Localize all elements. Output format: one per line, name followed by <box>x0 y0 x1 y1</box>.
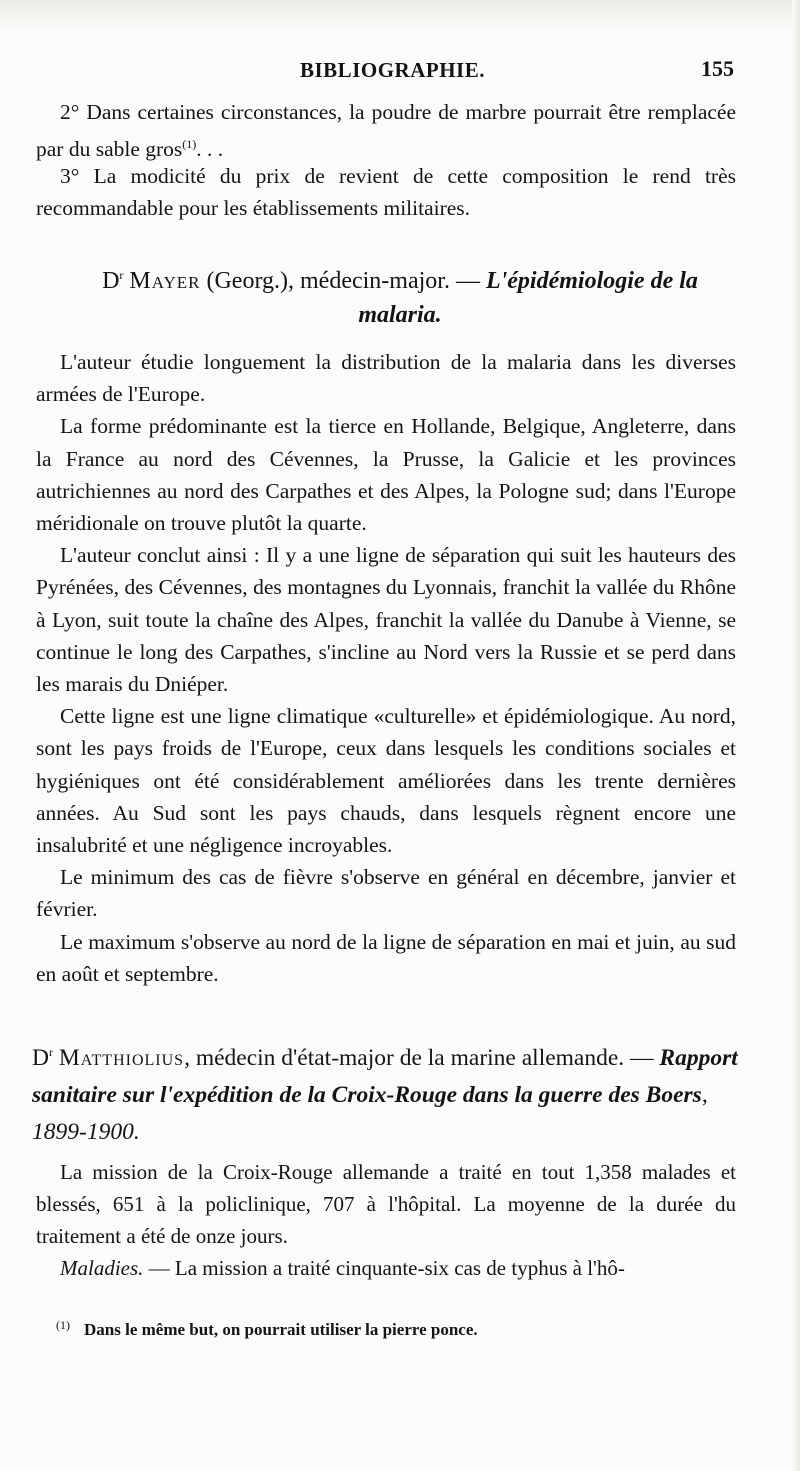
item3-text: 3° La modicité du prix de revient de cette composition le rend très recommandable pour les établissements militaires. <box>36 164 736 220</box>
bibliography-entry-mayer <box>60 258 740 332</box>
paragraph: L'auteur étudie longuement la distribution de la malaria dans les diverses armées de l'Europe. <box>36 350 736 407</box>
author-prefix: D <box>32 1044 49 1071</box>
item2-text: 2° Dans certaines circonstances, la poudre de marbre pourrait être remplacée par du sable gros <box>36 100 736 162</box>
author-name: Mayer <box>129 268 201 294</box>
section-label: Maladies. <box>60 1256 144 1280</box>
item2-ellipsis: . . . <box>196 137 224 162</box>
page-top-shadow <box>0 0 800 30</box>
paragraph: La forme prédominante est la tierce en Hollande, Belgique, Angleterre, dans la France au nord des Cévennes, la Prusse, la Galicie et les provinces autrichiennes au nord des Carpathes et des Alpes, la Pologne sud; dans l'Europe méridionale on trouve plutôt la quarte. <box>36 414 736 536</box>
footnote <box>56 1318 736 1340</box>
work-years: , 1899-1900. <box>32 1081 708 1145</box>
bibliography-entry-matthiolius <box>32 1034 744 1151</box>
paragraph: L'auteur conclut ainsi : Il y a une ligne de séparation qui suit les hauteurs des Pyrénées, des Cévennes, des montagnes du Lyonnais, franchit la vallée du Rhône à Lyon, suit toute la chaîne des Alpes, franchit la vallée du Danube à Vienne, se continue le long des Carpathes, s'incline au Nord vers la Russie et se perd dans les marais du Dniéper. <box>36 543 736 697</box>
footnote-text: Dans le même but, on pourrait utiliser la pierre ponce. <box>84 1320 478 1339</box>
paragraph: Cette ligne est une ligne climatique «culturelle» et épidémiologique. Au nord, sont les pays froids de l'Europe, ceux dans lesquels les conditions sociales et hygiéniques ont été considérablement améliorées dans les trente dernières années. Au Sud sont les pays chauds, dans lesquels règnent encore une insalubrité et une négligence incroyables. <box>36 704 736 858</box>
list-item-3 <box>36 160 736 224</box>
running-title: BIBLIOGRAPHIE. <box>300 58 485 82</box>
title-dash: — <box>630 1044 660 1071</box>
footnote-ref: (1) <box>182 137 197 151</box>
author-details: , médecin d'état-major de la marine allemande. <box>184 1044 625 1071</box>
footnote-mark: (1) <box>56 1318 70 1332</box>
review-body-mayer <box>36 346 736 990</box>
author-prefix-sup: r <box>119 268 124 282</box>
author-details: (Georg.), médecin-major. — <box>200 268 486 294</box>
work-title: Rapport sanitaire sur l'expédition de la Croix-Rouge dans la guerre des Boers <box>32 1044 738 1108</box>
paragraph: Le minimum des cas de fièvre s'observe en général en décembre, janvier et février. <box>36 865 736 922</box>
work-title: L'épidémiologie de la malaria. <box>358 268 698 328</box>
paragraph: Le maximum s'observe au nord de la ligne de séparation en mai et juin, au sud en août et septembre. <box>36 929 736 986</box>
author-prefix: D <box>102 268 120 294</box>
paragraph: La mission de la Croix-Rouge allemande a traité en tout 1,358 malades et blessés, 651 à la policlinique, 707 à l'hôpital. La moyenne de la durée du traitement a été de onze jours. <box>36 1160 736 1248</box>
list-item-2 <box>36 96 736 165</box>
review-body-matthiolius <box>36 1156 736 1284</box>
running-header <box>0 56 800 88</box>
author-prefix-sup: r <box>48 1045 53 1059</box>
paragraph-text: — La mission a traité cinquante-six cas de typhus à l'hô- <box>143 1256 625 1280</box>
paragraph <box>36 1252 736 1284</box>
author-name: Matthiolius <box>58 1044 185 1071</box>
page-edge <box>792 0 800 1471</box>
page-number: 155 <box>701 56 734 81</box>
